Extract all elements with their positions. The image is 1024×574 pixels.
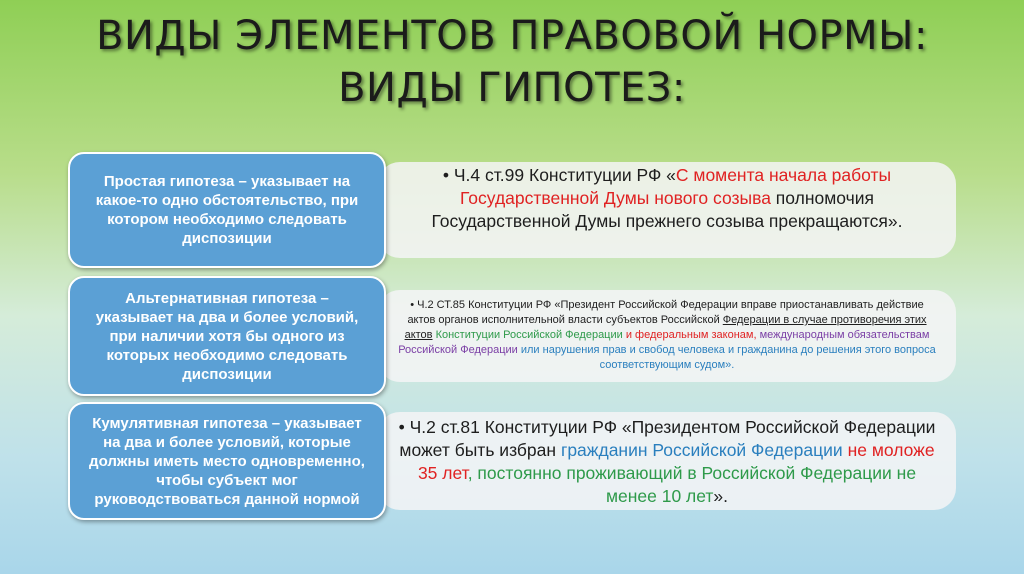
example-text: • Ч.2 ст.81 Конституции РФ «Президентом Российской Федерации может быть избран гражданин Российской Федерации не моложе 35 лет, постоянно проживающий в Российской Федерации не менее 10 лет». (398, 417, 936, 506)
example-box (378, 162, 956, 258)
example-box (378, 412, 956, 510)
hypothesis-label: Кумулятивная гипотеза – указывает на два и более условий, которые должны иметь место одновременно, чтобы субъект мог руководствоваться данной нормой (68, 402, 386, 520)
row-simple-hypothesis (68, 152, 958, 268)
hypothesis-label: Простая гипотеза – указывает на какое-то одно обстоятельство, при котором необходимо следовать диспозиции (68, 152, 386, 268)
row-alternative-hypothesis (68, 276, 958, 396)
example-text: • Ч.4 ст.99 Конституции РФ «С момента начала работы Государственной Думы нового созыва полномочия Государственной Думы прежнего созыва прекращаются». (431, 165, 903, 231)
example-box (378, 290, 956, 382)
example-text: • Ч.2 СТ.85 Конституции РФ «Президент Российской Федерации вправе приостанавливать действие актов органов исполнительной власти субъектов Российской Федерации в случае противоречия этих актов Конституции Российской Федерации и федеральным законам, международным обязательствам Российской Федерации или нарушения прав и свобод человека и гражданина до решения этого вопроса соответствующим судом». (398, 299, 936, 371)
slide-title: ВИДЫ ЭЛЕМЕНТОВ ПРАВОВОЙ НОРМЫ: ВИДЫ ГИПОТЕЗ: (96, 13, 928, 111)
hypothesis-label: Альтернативная гипотеза – указывает на два и более условий, при наличии хотя бы одного из которых необходимо следовать диспозиции (68, 276, 386, 396)
row-cumulative-hypothesis (68, 402, 958, 520)
